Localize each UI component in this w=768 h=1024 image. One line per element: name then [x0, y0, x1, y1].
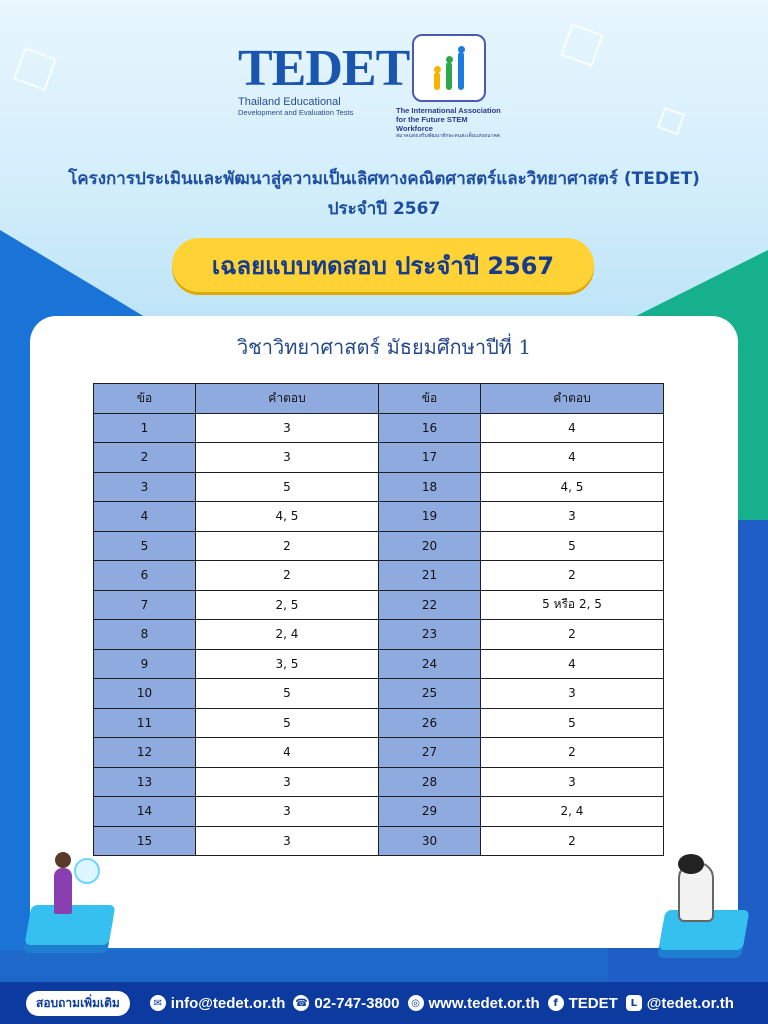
question-number-cell: 25 [379, 679, 481, 709]
question-number-cell: 15 [94, 826, 196, 856]
table-row [94, 767, 664, 797]
answer-cell: 3 [196, 443, 379, 473]
table-row [94, 502, 664, 532]
answer-cell: 3 [481, 767, 664, 797]
question-number-cell: 2 [94, 443, 196, 473]
question-number-cell: 16 [379, 413, 481, 443]
answer-cell: 4 [481, 413, 664, 443]
answer-cell: 3 [481, 679, 664, 709]
iafsw-logo-text: The International Association [396, 106, 501, 115]
project-title [0, 164, 768, 224]
answer-cell: 2 [481, 826, 664, 856]
answer-cell: 4 [481, 443, 664, 473]
phone-icon: ☎ [293, 995, 309, 1011]
table-row [94, 708, 664, 738]
answer-cell: 5 [196, 679, 379, 709]
tedet-logo-subtitle: Thailand Educational [238, 96, 341, 108]
column-header-number: ข้อ [379, 384, 481, 414]
line-icon: L [626, 995, 642, 1011]
footer-line-text: @tedet.or.th [646, 994, 734, 1012]
table-row [94, 531, 664, 561]
iafsw-logo-mark [412, 34, 486, 102]
question-number-cell: 29 [379, 797, 481, 827]
question-number-cell: 24 [379, 649, 481, 679]
answer-cell: 4, 5 [196, 502, 379, 532]
globe-icon: ◎ [408, 995, 424, 1011]
project-title-line: โครงการประเมินและพัฒนาสู่ความเป็นเลิศทางคณิตศาสตร์และวิทยาศาสตร์ (TEDET) [68, 169, 700, 189]
answer-cell: 2, 5 [196, 590, 379, 620]
answer-cell: 2 [481, 620, 664, 650]
question-number-cell: 4 [94, 502, 196, 532]
iafsw-logo-text: for the Future STEM Workforce [396, 115, 468, 133]
answer-cell: 4, 5 [481, 472, 664, 502]
column-header-number: ข้อ [94, 384, 196, 414]
footer-facebook-text: TEDET [568, 994, 618, 1012]
question-number-cell: 28 [379, 767, 481, 797]
question-number-cell: 11 [94, 708, 196, 738]
question-number-cell: 8 [94, 620, 196, 650]
answer-cell: 2, 4 [481, 797, 664, 827]
mail-icon: ✉ [150, 995, 166, 1011]
tedet-wordmark: TEDET [238, 40, 410, 97]
answer-cell: 3 [196, 797, 379, 827]
table-row [94, 561, 664, 591]
column-header-answer: คำตอบ [481, 384, 664, 414]
question-number-cell: 7 [94, 590, 196, 620]
column-header-answer: คำตอบ [196, 384, 379, 414]
question-number-cell: 9 [94, 649, 196, 679]
table-row [94, 797, 664, 827]
answer-cell: 2 [196, 561, 379, 591]
question-number-cell: 22 [379, 590, 481, 620]
table-row [94, 738, 664, 768]
answer-cell: 5 [481, 531, 664, 561]
answer-cell: 5 [196, 708, 379, 738]
answer-cell: 3 [196, 826, 379, 856]
table-row [94, 649, 664, 679]
student-figure [54, 868, 72, 914]
answer-cell: 3, 5 [196, 649, 379, 679]
astronaut-helmet [678, 854, 704, 874]
tedet-logo [238, 40, 410, 118]
footer-email-text: info@tedet.or.th [170, 994, 286, 1012]
subject-title: วิชาวิทยาศาสตร์ มัธยมศึกษาปีที่ 1 [236, 335, 532, 359]
footer-phone[interactable] [285, 995, 399, 1012]
answer-cell: 2 [481, 561, 664, 591]
question-number-cell: 6 [94, 561, 196, 591]
question-number-cell: 30 [379, 826, 481, 856]
table-row [94, 679, 664, 709]
iafsw-logo-text: สมาคมส่งเสริมพัฒนาทักษะคนสะเต็มแห่งอนาคต [396, 133, 500, 139]
answer-cell: 4 [196, 738, 379, 768]
facebook-icon: f [548, 995, 564, 1011]
logo-row [0, 34, 768, 139]
question-number-cell: 13 [94, 767, 196, 797]
question-number-cell: 23 [379, 620, 481, 650]
answer-cell: 4 [481, 649, 664, 679]
question-number-cell: 19 [379, 502, 481, 532]
answer-cell: 5 [481, 708, 664, 738]
table-header-row [94, 384, 664, 414]
answer-cell: 2 [196, 531, 379, 561]
hologram-globe-icon [74, 858, 100, 884]
student-head [55, 852, 71, 868]
table-row [94, 590, 664, 620]
answer-cell: 2 [481, 738, 664, 768]
question-number-cell: 20 [379, 531, 481, 561]
question-number-cell: 14 [94, 797, 196, 827]
tedet-logo-subtitle: Development and Evaluation Tests [238, 108, 354, 117]
table-row [94, 443, 664, 473]
ask-more-button[interactable]: สอบถามเพิ่มเติม [26, 991, 130, 1016]
answer-cell: 3 [481, 502, 664, 532]
table-row [94, 620, 664, 650]
question-number-cell: 5 [94, 531, 196, 561]
question-number-cell: 27 [379, 738, 481, 768]
answer-key-banner: เฉลยแบบทดสอบ ประจำปี 2567 [172, 238, 594, 292]
question-number-cell: 1 [94, 413, 196, 443]
answer-cell: 5 หรือ 2, 5 [481, 590, 664, 620]
question-number-cell: 21 [379, 561, 481, 591]
answer-cell: 2, 4 [196, 620, 379, 650]
answer-cell: 3 [196, 413, 379, 443]
footer-website-text: www.tedet.or.th [428, 994, 540, 1012]
table-row [94, 413, 664, 443]
contact-footer [0, 982, 768, 1024]
question-number-cell: 3 [94, 472, 196, 502]
answer-table [93, 383, 664, 856]
footer-facebook[interactable] [540, 995, 618, 1012]
iafsw-logo [396, 34, 506, 140]
question-number-cell: 26 [379, 708, 481, 738]
question-number-cell: 17 [379, 443, 481, 473]
question-number-cell: 10 [94, 679, 196, 709]
footer-line[interactable] [618, 995, 734, 1012]
question-number-cell: 12 [94, 738, 196, 768]
footer-email[interactable] [142, 995, 286, 1012]
answer-cell: 3 [196, 767, 379, 797]
footer-website[interactable] [400, 995, 540, 1012]
table-row [94, 826, 664, 856]
question-number-cell: 18 [379, 472, 481, 502]
project-title-year: ประจำปี 2567 [327, 199, 441, 219]
answer-cell: 5 [196, 472, 379, 502]
table-row [94, 472, 664, 502]
footer-phone-text: 02-747-3800 [314, 994, 400, 1012]
